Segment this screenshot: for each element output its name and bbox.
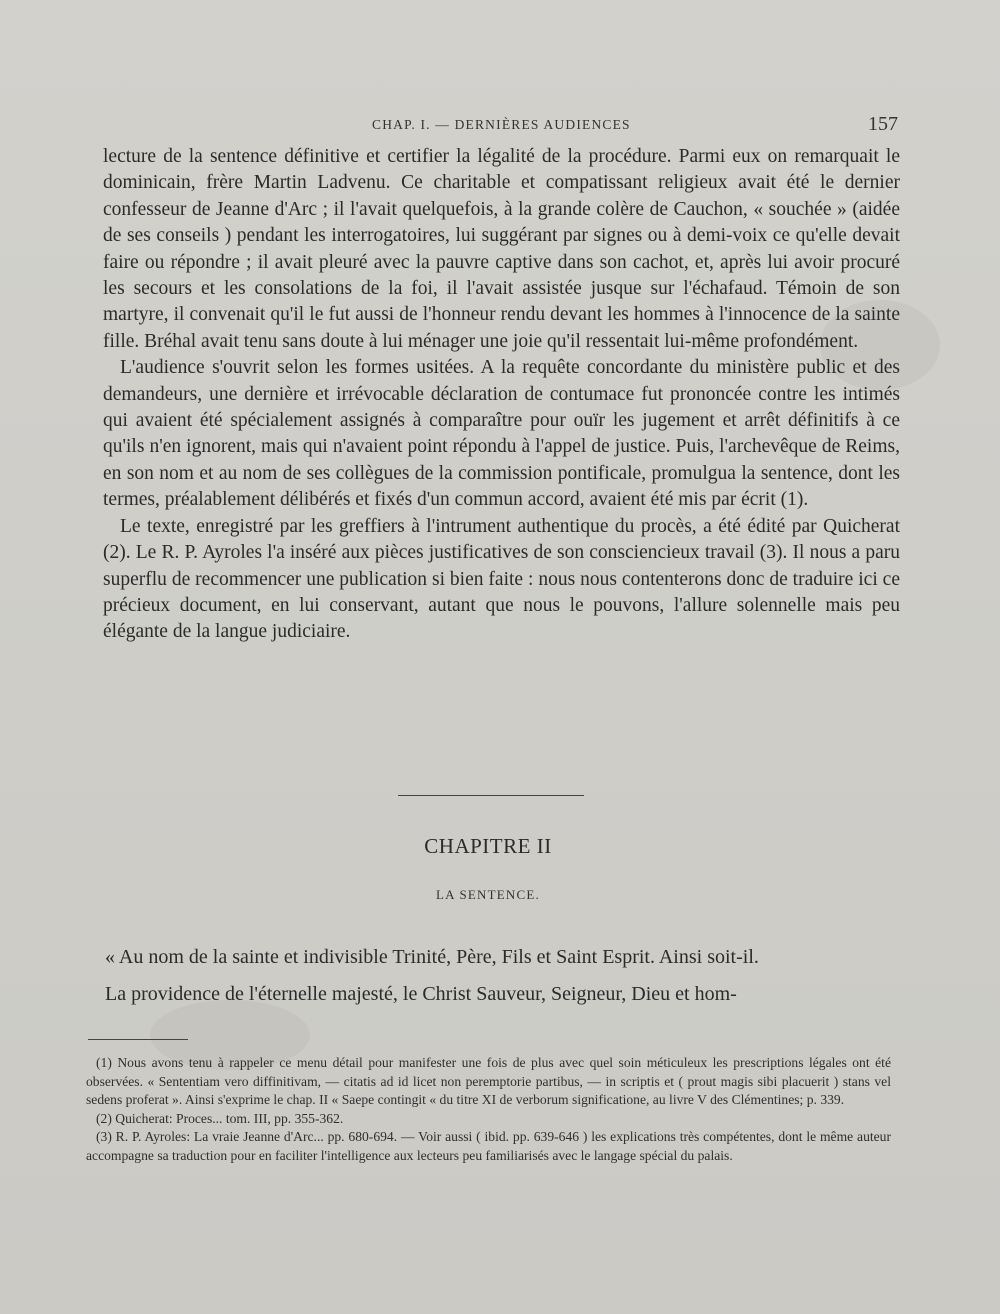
chapter-title-block [0,834,1000,859]
footnote: (1) Nous avons tenu à rappeler ce menu détail pour manifester une fois de plus avec quel soin méticuleux les prescriptions légales ont été observées. « Sententiam vero diffinitivam, — citatis ad id licet non peremptorie partibus, — in scriptis et ( prout magis sibi placuerit ) stans vel sedens proferat ». Ainsi s'exprime le chap. II « Saepe contingit « du titre XI de verborum significatione, au livre V des Clémentines; p. 339. [86,1055,891,1107]
paragraph: lecture de la sentence définitive et certifier la légalité de la procédure. Parmi eux on remarquait le dominicain, frère Martin Ladvenu. Ce charitable et compatissant religieux avait été le dernier confesseur de Jeanne d'Arc ; il l'avait quelquefois, à la grande colère de Cauchon, « souchée » (aidée de ses conseils ) pendant les interrogatoires, lui suggérant par signes ou à demi-voix ce qu'elle devait faire ou répondre ; il avait pleuré avec la pauvre captive dans son cachot, et, après lui avoir procuré les secours et les consolations de la foi, il l'avait assistée jusque sur l'échafaud. Témoin de son martyre, il convenait qu'il le fut aussi de l'honneur rendu devant les hommes à l'innocence de la sainte fille. Bréhal avait tenu sans doute à lui ménager une joie qu'il ressentait lui-même profondément. [103,146,900,352]
paragraph: Le texte, enregistré par les greffiers à l'intrument authentique du procès, a été édité par Quicherat (2). Le R. P. Ayroles l'a inséré aux pièces justificatives de son consciencieux travail (3). Il nous a paru superflu de recommencer une publication si bien faite : nous nous contenterons donc de traduire ici ce précieux document, en lui conservant, autant que nous le pouvons, l'allure solennelle mais peu élégante de la langue judiciaire. [103,515,900,643]
chapter-subtitle-block [0,887,1000,903]
sentence-text [88,944,888,1007]
footnote-divider [88,1039,188,1040]
footnotes [86,1054,891,1165]
footnote: (2) Quicherat: Proces... tom. III, pp. 355-362. [96,1110,344,1126]
body-text [103,144,900,646]
paragraph: L'audience s'ouvrit selon les formes usitées. A la requête concordante du ministère public et des demandeurs, une dernière et irrévocable déclaration de contumace fut prononcée contre les intimés qui avaient été spécialement assignés à comparaître pour ouïr les jugement et arrêt définitifs à ce qu'ils n'en ignorent, mais qui n'avaient point répondu à l'appel de justice. Puis, l'archevêque de Reims, en son nom et au nom de ses collègues de la commission pontificale, promulgua la sentence, dont les termes, préalablement délibérés et fixés d'un commun accord, avaient été mis par écrit (1). [103,357,900,511]
paragraph: « Au nom de la sainte et indivisible Trinité, Père, Fils et Saint Esprit. Ainsi soit-il. [105,946,759,968]
section-divider [398,795,584,796]
running-head [0,113,1000,137]
paragraph: La providence de l'éternelle majesté, le Christ Sauveur, Seigneur, Dieu et hom- [105,982,737,1005]
footnote: (3) R. P. Ayroles: La vraie Jeanne d'Arc... pp. 680-694. — Voir aussi ( ibid. pp. 639-646 ) les explications très compétentes, dont le même auteur accompagne sa traduction pour en faciliter l'intelligence aux lecteurs peu familiarisés avec le langage spécial du palais. [86,1129,891,1163]
chapter-title: CHAPITRE II [424,834,552,858]
running-title: CHAP. I. — DERNIÈRES AUDIENCES [372,117,631,132]
page-number: 157 [868,113,898,135]
chapter-subtitle: LA SENTENCE. [436,887,540,902]
